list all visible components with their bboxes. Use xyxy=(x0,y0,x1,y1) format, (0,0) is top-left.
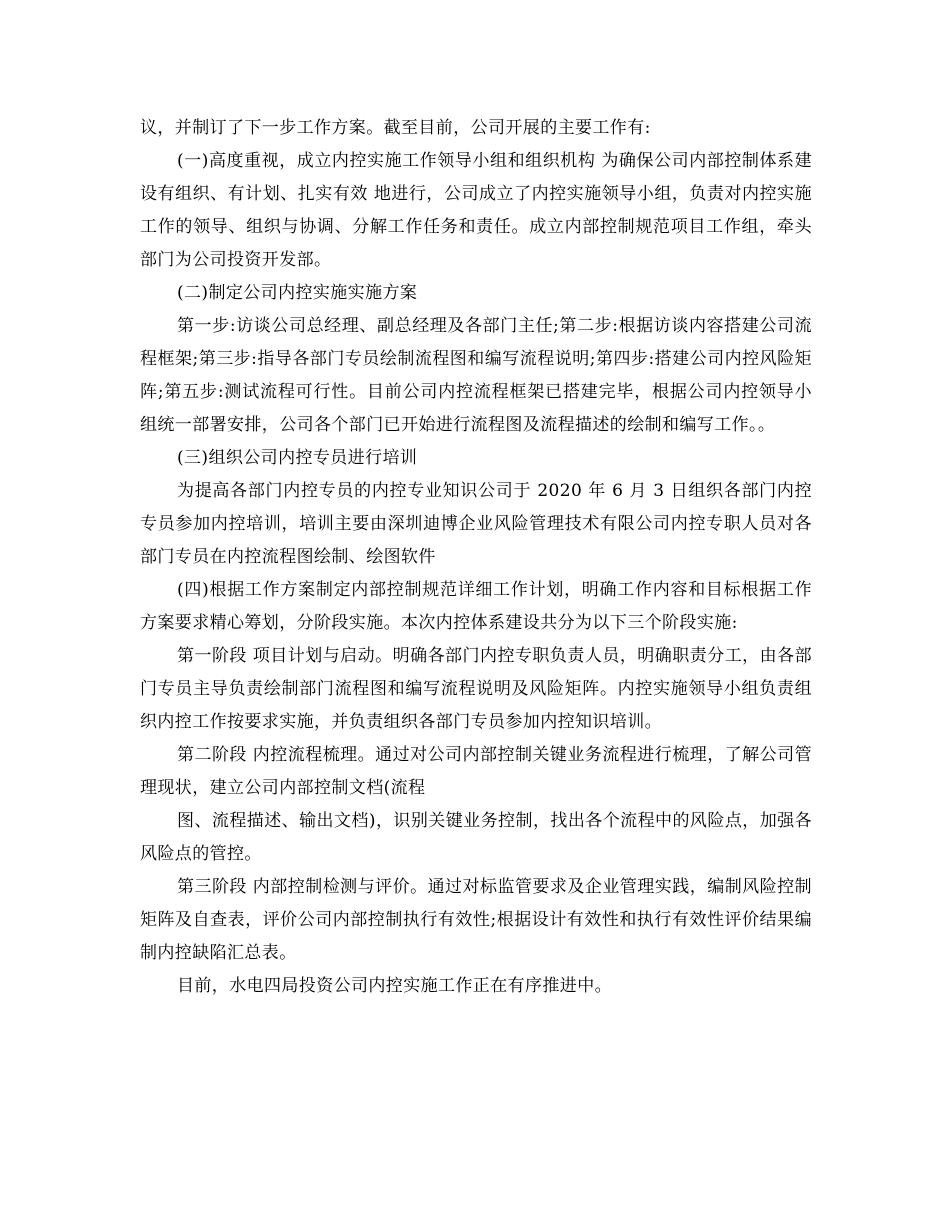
paragraph: (一)高度重视，成立内控实施工作领导小组和组织机构 为确保公司内部控制体系建设有组织、有计划、扎实有效 地进行，公司成立了内控实施领导小组，负责对内控实施工作的领导、组织与协调、分解工作任务和责任。成立内部控制规范项目工作组，牵头部门为公司投资开发部。 xyxy=(140,151,812,270)
section-heading: (三)组织公司内控专员进行培训 xyxy=(177,448,418,468)
paragraph: 第一阶段 项目计划与启动。明确各部门内控专职负责人员，明确职责分工，由各部门专员主导负责绘制部门流程图和编写流程说明及风险矩阵。内控实施领导小组负责组织内控工作按要求实施，并负责组织各部门专员参加内控知识培训。 xyxy=(140,646,812,732)
paragraph: 第三阶段 内部控制检测与评价。通过对标监管要求及企业管理实践，编制风险控制矩阵及自查表，评价公司内部控制执行有效性;根据设计有效性和执行有效性评价结果编制内控缺陷汇总表。 xyxy=(140,877,812,963)
paragraph: 目前，水电四局投资公司内控实施工作正在有序推进中。 xyxy=(177,976,612,996)
paragraph: 第一步:访谈公司总经理、副总经理及各部门主任;第二步:根据访谈内容搭建公司流程框架;第三步:指导各部门专员绘制流程图和编写流程说明;第四步:搭建公司内控风险矩阵;第五步:测试流程可行性。目前公司内控流程框架已搭建完毕，根据公司内控领导小组统一部署安排，公司各个部门已开始进行流程图及流程描述的绘制和编写工作。。 xyxy=(140,316,812,435)
paragraph: 图、流程描述、输出文档)，识别关键业务控制，找出各个流程中的风险点，加强各风险点的管控。 xyxy=(140,811,812,864)
paragraph: (四)根据工作方案制定内部控制规范详细工作计划，明确工作内容和目标根据工作方案要求精心筹划，分阶段实施。本次内控体系建设共分为以下三个阶段实施: xyxy=(140,580,812,633)
paragraph: 为提高各部门内控专员的内控专业知识公司于 2020 年 6 月 3 日组织各部门内控专员参加内控培训，培训主要由深圳迪博企业风险管理技术有限公司内控专职人员对各部门专员在内控流程图绘制、绘图软件 xyxy=(140,481,812,567)
paragraph: 议，并制订了下一步工作方案。截至目前，公司开展的主要工作有: xyxy=(140,118,651,138)
section-heading: (二)制定公司内控实施实施方案 xyxy=(177,283,418,303)
paragraph: 第二阶段 内控流程梳理。通过对公司内部控制关键业务流程进行梳理，了解公司管理现状，建立公司内部控制文档(流程 xyxy=(140,745,812,798)
document-body xyxy=(140,112,812,1003)
